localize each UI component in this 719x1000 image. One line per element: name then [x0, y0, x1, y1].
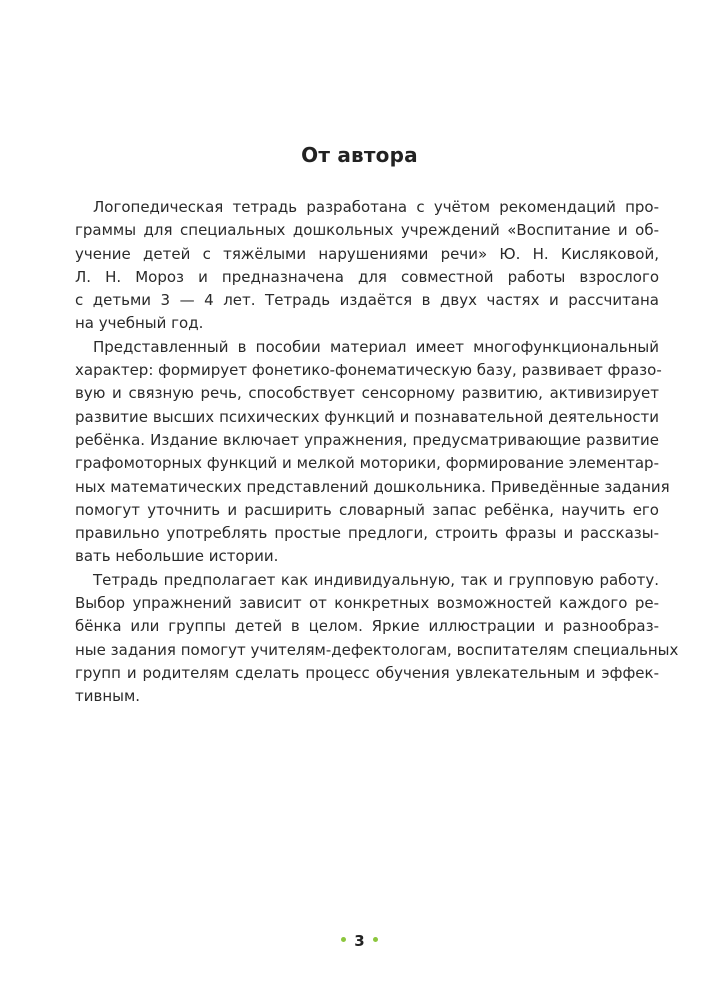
dot-right-icon [373, 937, 378, 942]
text-line: вать небольшие истории. [75, 547, 279, 566]
text-line: ные задания помогут учителям-дефектологам, воспитателям специальных [75, 640, 679, 659]
text-line: учение детей с тяжёлыми нарушениями речи» Ю. Н. Кисляковой, [75, 244, 659, 263]
text-line: Л. Н. Мороз и предназначена для совместной работы взрослого [75, 267, 659, 286]
text-line: на учебный год. [75, 314, 204, 333]
text-line: вую и связную речь, способствует сенсорному развитию, активизирует [75, 384, 659, 403]
text-line: Выбор упражнений зависит от конкретных возможностей каждого ре- [75, 594, 659, 613]
paragraph-1 [75, 196, 659, 336]
text-line: развитие высших психических функций и познавательной деятельности [75, 407, 659, 426]
text-line: с детьми 3 — 4 лет. Тетрадь издаётся в двух частях и рассчитана [75, 291, 659, 310]
text-line: ных математических представлений дошкольника. Приведённые задания [75, 477, 670, 496]
text-line: ребёнка. Издание включает упражнения, предусматривающие развитие [75, 430, 659, 449]
text-line: помогут уточнить и расширить словарный запас ребёнка, научить его [75, 500, 659, 519]
text-line: Логопедическая тетрадь разработана с учётом рекомендаций про- [93, 198, 659, 216]
text-line: характер: формирует фонетико-фонематическую базу, развивает фразо- [75, 361, 662, 380]
text-line: правильно употреблять простые предлоги, строить фразы и рассказы- [75, 524, 659, 543]
text-line: тивным. [75, 687, 141, 706]
text-line: Тетрадь предполагает как индивидуальную, так и групповую работу. [93, 570, 659, 589]
page-footer [0, 932, 719, 950]
text-line: граммы для специальных дошкольных учреждений «Воспитание и об- [75, 221, 659, 240]
paragraph-2 [75, 336, 670, 569]
page-title: От автора [301, 143, 418, 167]
text-line: бёнка или группы детей в целом. Яркие иллюстрации и разнообраз- [75, 617, 659, 636]
page-number: 3 [354, 932, 365, 950]
dot-left-icon [341, 937, 346, 942]
text-line: групп и родителям сделать процесс обучения увлекательным и эффек- [75, 663, 659, 682]
paragraph-3 [75, 569, 679, 709]
text-line: Представленный в пособии материал имеет многофункциональный [93, 337, 659, 356]
body-text [75, 196, 679, 709]
text-line: графомоторных функций и мелкой моторики, формирование элементар- [75, 454, 659, 473]
